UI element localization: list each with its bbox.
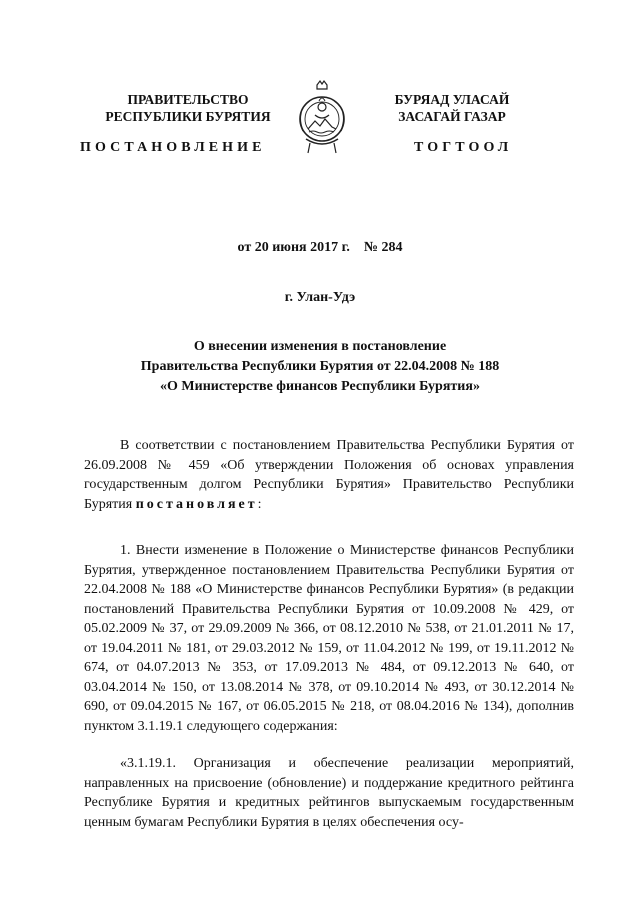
header-right-line2: ЗАСАГАЙ ГАЗАР bbox=[398, 109, 506, 124]
city: г. Улан-Удэ bbox=[284, 290, 356, 305]
header-right bbox=[352, 91, 552, 125]
coat-of-arms-icon bbox=[296, 79, 348, 157]
paragraph-item-3-1-19-1: «3.1.19.1. Организация и обеспечение реализации мероприятий, направленных на присвоение (обновление) и поддержание кредитного рейтинга Республике Бурятия и кредитных рейтингов выпускаемым государственным ценным бумагам Республики Бурятия в целях обеспечения осу- bbox=[84, 756, 574, 830]
document-title bbox=[0, 337, 640, 397]
date-line bbox=[0, 240, 640, 256]
document-number: № 284 bbox=[363, 240, 403, 255]
title-line1: О внесении изменения в постановление bbox=[193, 339, 447, 354]
doc-type-left: ПОСТАНОВЛЕНИЕ bbox=[80, 140, 266, 155]
paragraph-preamble bbox=[84, 436, 574, 514]
title-line3: «О Министерстве финансов Республики Бурятия» bbox=[160, 379, 480, 394]
paragraph-item-1: 1. Внести изменение в Положение о Министерстве финансов Республики Бурятия, утвержденное постановлением Правительства Республики Бурятия от 22.04.2008 № 188 «О Министерстве финансов Республики Бурятия» (в редакции постановлений Правительства Республики Бурятия от 10.09.2008 № 429, от 05.02.2009 № 37, от 29.09.2009 № 366, от 08.12.2010 № 538, от 21.01.2011 № 17, от 19.04.2011 № 181, от 29.03.2012 № 159, от 11.04.2012 № 199, от 19.11.2012 № 674, от 04.07.2013 № 353, от 17.09.2013 № 484, от 09.12.2013 № 640, от 03.04.2014 № 150, от 13.08.2014 № 378, от 09.10.2014 № 493, от 30.12.2014 № 690, от 09.04.2015 № 167, от 06.05.2015 № 218, от 08.04.2016 № 134), дополнив пунктом 3.1.19.1 следующего содержания: bbox=[84, 543, 574, 734]
document-date: от 20 июня 2017 г. bbox=[237, 240, 350, 255]
header-left-line2: РЕСПУБЛИКИ БУРЯТИЯ bbox=[105, 109, 271, 124]
preamble-text: В соответствии с постановлением Правительства Республики Бурятия от 26.09.2008 № 459 «Об утверждении Положения об основах управления государственным долгом Республики Бурятия» Правительство Республики Бурятия bbox=[84, 438, 574, 512]
header-right-line1: БУРЯАД УЛАСАЙ bbox=[394, 92, 510, 107]
resolves-keyword: постановляет bbox=[135, 496, 258, 512]
doc-type-right: ТОГТООЛ bbox=[414, 140, 513, 155]
header-left bbox=[88, 91, 288, 125]
title-line2: Правительства Республики Бурятия от 22.04.2008 № 188 bbox=[140, 359, 500, 374]
preamble-end: : bbox=[257, 496, 262, 512]
header-left-line1: ПРАВИТЕЛЬСТВО bbox=[127, 92, 249, 107]
